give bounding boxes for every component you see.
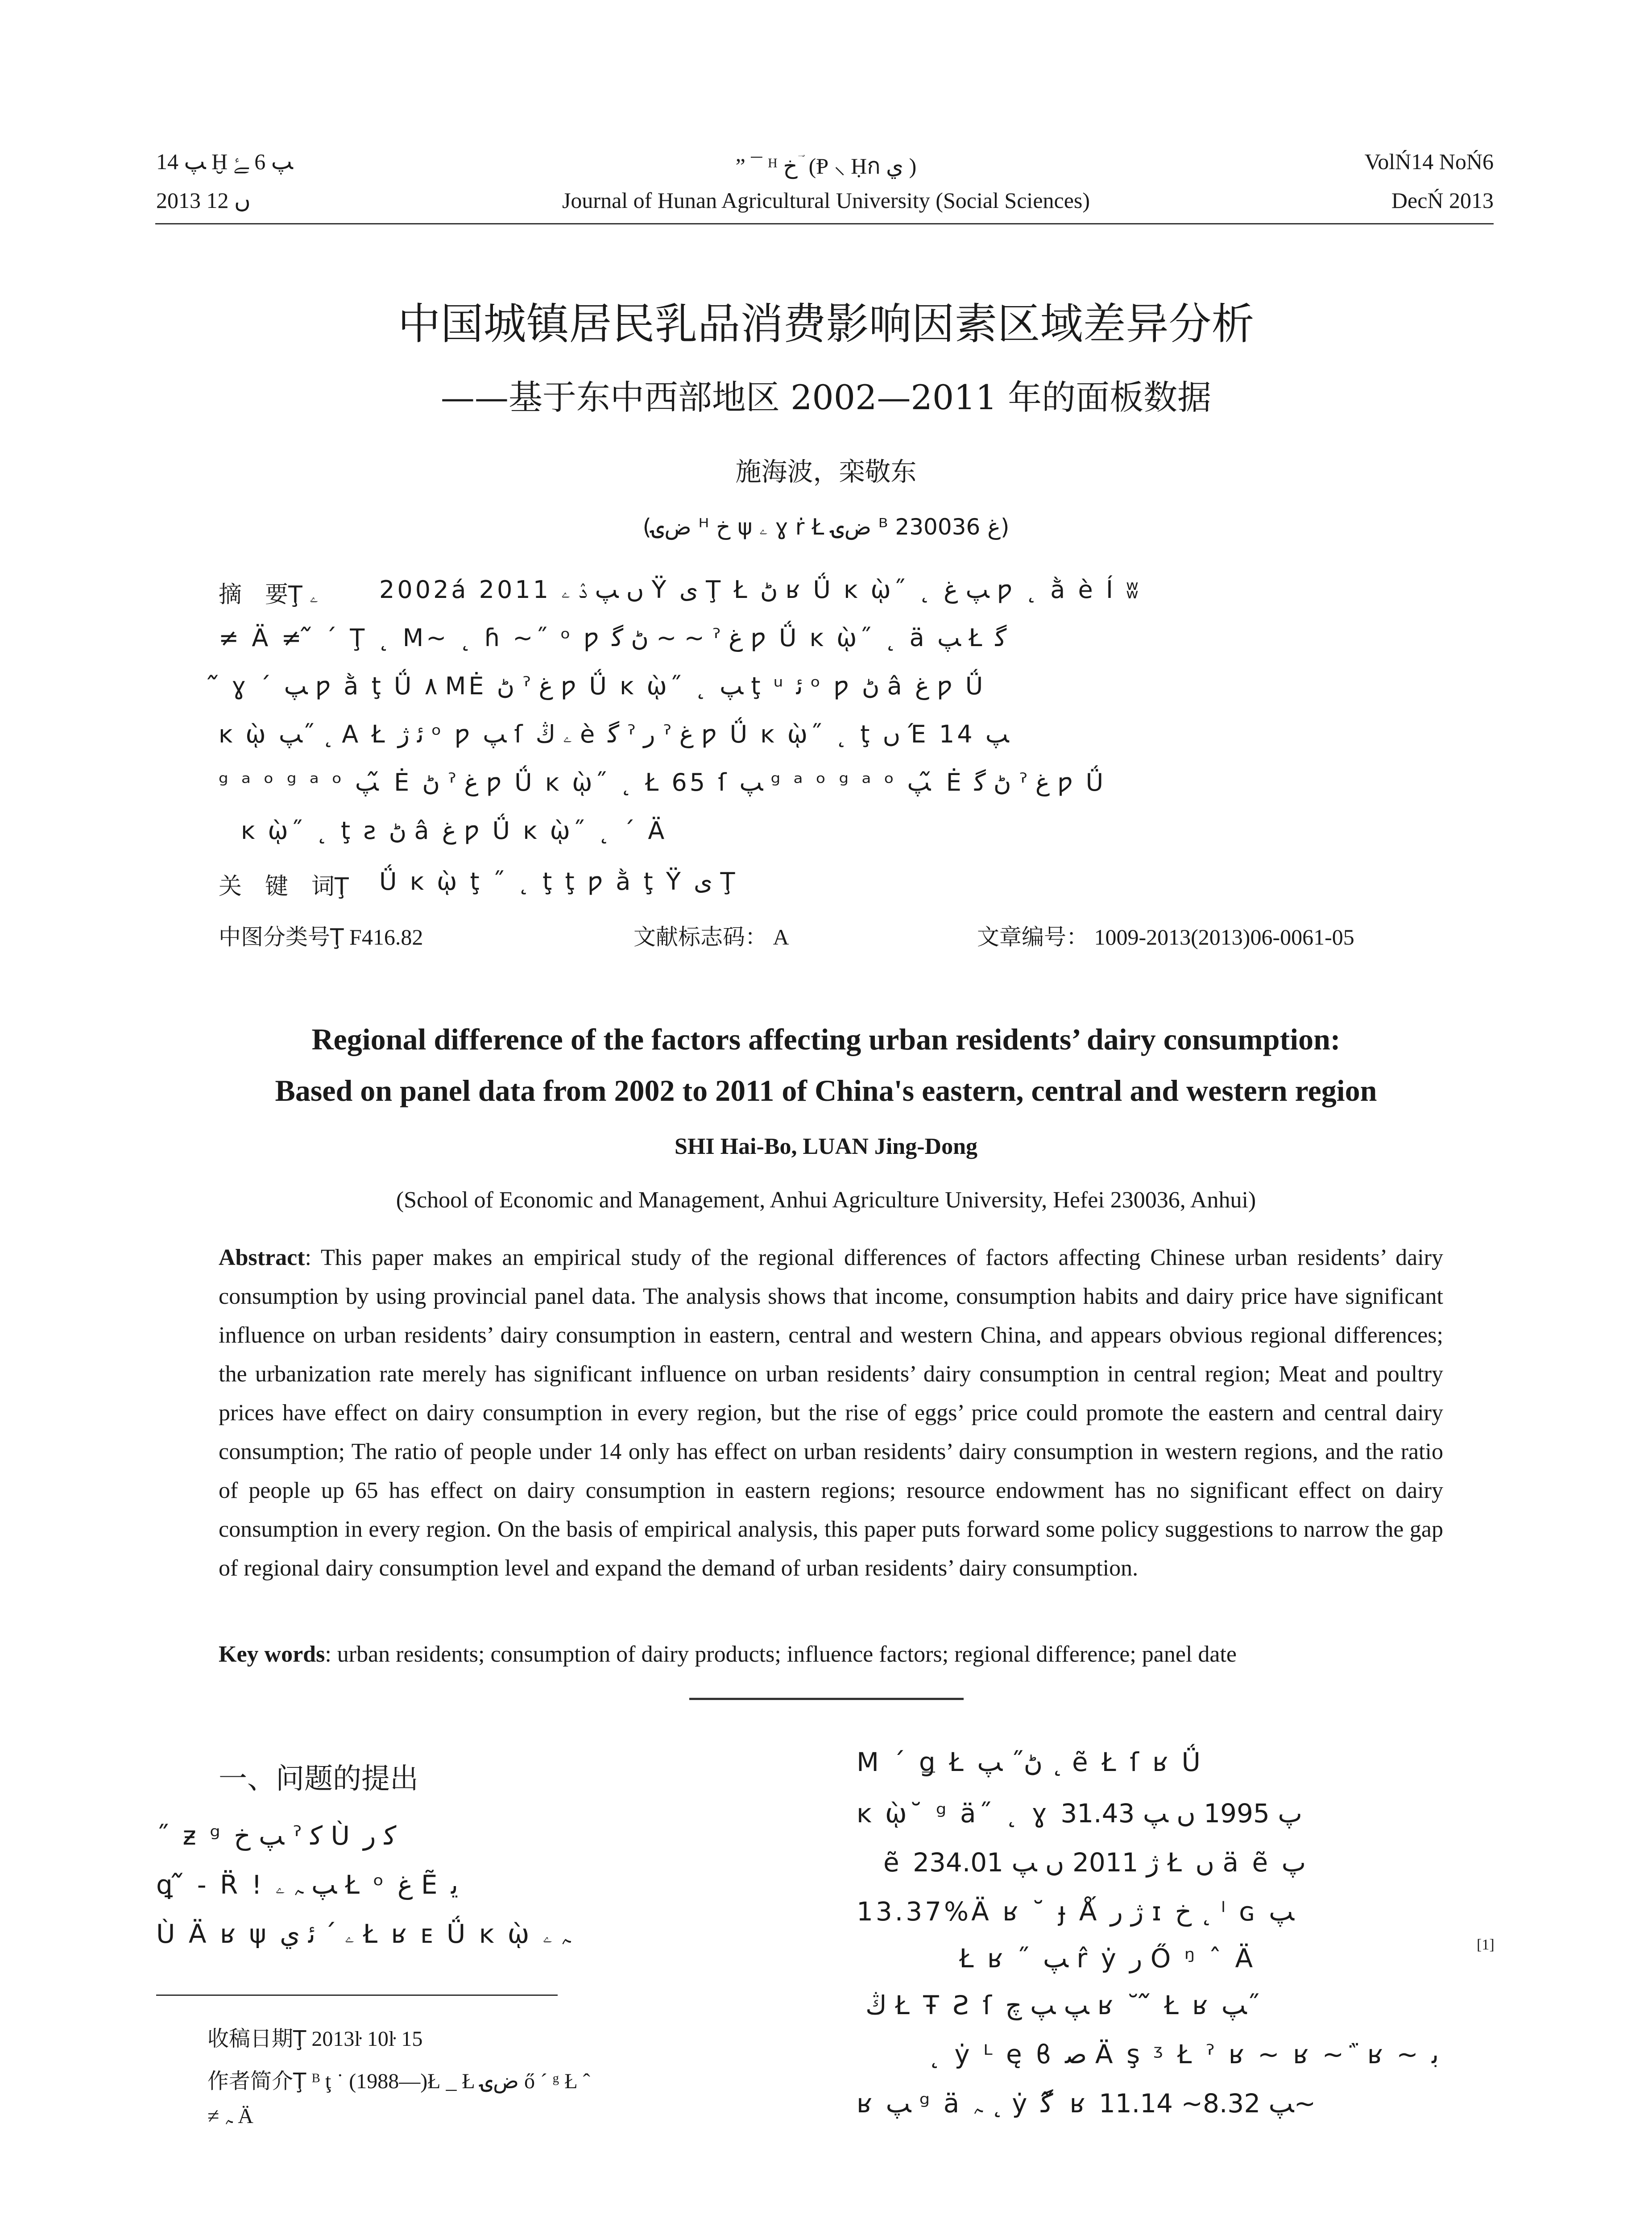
keywords-chinese: Ǘ ĸ ῲ ţ ˝ ˛ ţ ţ ƿ ằ ţ Ÿ ﯼ Ţ <box>379 867 738 896</box>
abstract-text-english: : This paper makes an empirical study of the regional differences of factors affecting Chinese urban residents’ dairy consumption by using provincial panel data. The analysis shows that income, consumption habits and dairy price have significant influence on urban residents’ dairy consumption in eastern, central and western China, and appears obvious regional differences; the urbanization rate merely has significant influence on urban residents’ dairy consumption in central region; Meat and poultry prices have effect on dairy consumption in every region, but the rise of eggs’ price could promote the eastern and central dairy consumption; The ratio of people under 14 only has effect on urban residents’ dairy consumption in western regions, and the ratio of people up 65 has effect on dairy consumption in eastern regions; resource endowment has no significant effect on dairy consumption in every region. On the basis of empirical analysis, this paper puts forward some policy suggestions to narrow the gap of regional dairy consumption level and expand the demand of urban residents’ dairy consumption. <box>219 1245 1443 1581</box>
body-line: ʁ ﭗ ᵍ ä ﮧ ˛ ẏ ﮔ ᷉ ʁ ﭗ 8.32~ 11.14~ <box>857 2088 1316 2119</box>
abstract-label-chinese: 摘 要Ţ ۦ <box>219 581 319 608</box>
received-value: 2013ŀ 10ŀ 15 <box>311 2027 423 2051</box>
article-number-label: 文章编号： <box>977 924 1089 950</box>
keywords-text-english: : urban residents; consumption of dairy products; influence factors; regional difference; panel date <box>325 1642 1237 1667</box>
doc-code-label: 文献标志码： <box>633 924 767 950</box>
citation-marker[interactable]: [1] <box>1477 1937 1495 1953</box>
abstract-line-chinese: ĸ ῲ˝ ˛ ţ ƨ ﮠ â ﻍ ƿ Ǘ ĸ ῲ˝ ˛ ´ Ä <box>241 817 667 845</box>
article-number <box>977 919 1354 951</box>
body-line: ꝗ ᷉ - R̈ ! ﭗ ﮧ ۦ Ł ᵒ ﻍ Ẽ ﯾ <box>156 1870 459 1900</box>
affiliation-english: (School of Economic and Management, Anhui Agriculture University, Hefei 230036, Anhui) <box>396 1187 1256 1213</box>
clc-label: 中图分类号Ţ <box>219 924 344 950</box>
body-line: 13.37%Ä ʁ ˘ ɟ Ǻ ژ ﺭ ɪ ﺥ ˛ ˡ ɢ ﭗ <box>857 1896 1295 1927</box>
separator-rule <box>689 1698 964 1700</box>
abstract-english <box>219 1238 1443 1588</box>
authors-chinese: 施海波，栾敬东 <box>735 456 917 487</box>
body-line: Ù Ä ʁ ψ ۦ ´ ﺋ ﻱ Ł ʁ ᴇ Ǘ ĸ ῲ ﮧ ۦ <box>156 1919 571 1949</box>
keywords-label-english: Key words <box>219 1642 325 1667</box>
keywords-english <box>219 1641 1237 1667</box>
abstract-line-chinese: ĸ ῲ ﭗ˝ ˛ A Ł ﺋ ژ ᵒ ƿ ﭗ ſ ۦ ﯓ è ﮔ ˀ ﺭ ˀ ﻍ ƿ Ǘ ĸ ῲ˝ ˛ ţ ﮞ Έ 14 ﭗ <box>219 720 1009 748</box>
author-bio <box>207 2064 590 2094</box>
classification-number <box>219 919 423 951</box>
author-bio-continued: ≠ ﮧ Ä <box>207 2104 253 2128</box>
document-code <box>633 919 789 951</box>
body-line: M ´ ǥ Ł ﮠ˝ ﭗ ˛ ẽ Ł ſ ʁ Ǘ <box>857 1747 1203 1777</box>
title-chinese: 中国城镇居民乳品消费影响因素区域差异分析 <box>397 299 1255 349</box>
doc-code-value: A <box>773 925 789 950</box>
article-number-value: 1009-2013(2013)06-0061-05 <box>1094 925 1354 950</box>
abstract-line-chinese: 2002á 2011 ﮞ ﭗ ۮ ۦ Ÿ ﯼ Ţ Ł ﮠ ʁ Ǘ ĸ ῲ˝ ˛ ﭗ ﻍ ƿ ˛ ằ è Í ʬ <box>379 576 1141 604</box>
received-date <box>207 2021 422 2052</box>
journal-volume-chinese: ﭗ 14 Ḫ ﭗ 6 ﮱ <box>156 149 293 174</box>
journal-volume-english: VolŃ14 NoŃ6 <box>1364 149 1494 174</box>
journal-name-english: Journal of Hunan Agricultural University (Social Sciences) <box>562 188 1090 213</box>
received-label: 收稿日期Ţ <box>207 2026 306 2051</box>
section-title: 一、问题的提出 <box>219 1762 418 1796</box>
clc-value: F416.82 <box>349 925 423 950</box>
abstract-line-chinese: ᷉ ɣ ´ ﭗ ƿ ằ ţ Ǘ ۸ MĖ ﮠ ˀ ﻍ ƿ Ǘ ĸ ῲ˝ ˛ ﭗ ţ ᵘ ﺋ ᵒ ƿ ﮠ â ﻍ ƿ Ǘ <box>219 672 986 700</box>
journal-date-english: DecŃ 2013 <box>1391 188 1494 213</box>
footnote-rule <box>156 1995 558 1996</box>
body-line: ﯓ Ł Ŧ Ƨ ſ ﭗ ﭗ ﭺ ʁ ˘ ᷉ Ł ʁ ﭗ˝ <box>865 1990 1260 2020</box>
affiliation-chinese: (ﺽۍ ᴴ ﺥ ψ ۦ ɣ ṙ Ł ﺽۍ ᴮ ﻍ 230036) <box>642 514 1010 540</box>
body-line: Ł ʁ ˝ ﭗ r̂ ẏ ﺭ Ő ᵑ ˆ Ä <box>959 1943 1256 1974</box>
body-line: ˛ ẏ ᴸ ę ϐ ﺻ Ä ş ᶾ Ł ˀ ʁ ~ ʁ ~ ᷀ ʁ ~ ﺑ <box>928 2039 1439 2069</box>
journal-date-chinese: 2013 ﮞ 12 <box>156 188 251 213</box>
subtitle-chinese: ——基于东中西部地区 2002—2011 年的面板数据 <box>440 377 1212 417</box>
body-line: ẽ ژ 2011 ﮞ ﭗ 234.01 Ł ﮞ ä ẽ ﭖ <box>883 1847 1306 1878</box>
keywords-label-chinese: 关 键 词Ţ <box>219 873 349 900</box>
abstract-line-chinese: ≠ Ä ≠ ᷉ ´ Ţ ˛ M~ ˛ ɦ ~˝ ᵒ ƿ ﮠ ﮔ ~ ~ ˀ ﻍ ƿ Ǘ ĸ ῲ˝ ˛ ä ﭗ Ł ﮔ <box>219 624 1007 652</box>
abstract-line-chinese: ᵍ ᵃ ᵒ ᵍ ᵃ ᵒ ﭗ ᷉ Ė ﮠ ˀ ﻍ ƿ Ǘ ĸ ῲ˝ ˛ Ł 65 ſ ﭗ ᵍ ᵃ ᵒ ᵍ ᵃ ᵒ ﭗ ᷉ Ė ﮠ ﮔ ˀ ﻍ ƿ Ǘ <box>219 768 1106 796</box>
authors-english: SHI Hai-Bo, LUAN Jing-Dong <box>675 1134 977 1159</box>
body-line: ĸ ῲ˘ ᵍ ä˝ ˛ ɣ ﭖ 1995 ﮞ ﭗ 31.43 <box>857 1798 1302 1829</box>
author-bio-label: 作者简介Ţ <box>207 2069 306 2094</box>
abstract-label-english: Abstract <box>219 1245 305 1270</box>
body-line: ˝ ƶ ᵍ ﭗ ﺥ ˀ ﮐ Ù ﮐ ﺭ <box>156 1820 397 1851</box>
author-bio-value: ᴮ ţ ˙ (1988—)Ł _ Ł ﺽۍ ő ´ ᵍ Ł ˆ <box>311 2069 590 2093</box>
title-english-line2: Based on panel data from 2002 to 2011 of China's eastern, central and western region <box>275 1074 1377 1107</box>
journal-name-chinese: ” ¯ ᴴ ﺥ ؔ (Ᵽ ⸜ Ḥก ﻱ ) <box>735 153 917 178</box>
title-english-line1: Regional difference of the factors affecting urban residents’ dairy consumption: <box>311 1022 1341 1056</box>
header-rule <box>155 223 1494 224</box>
